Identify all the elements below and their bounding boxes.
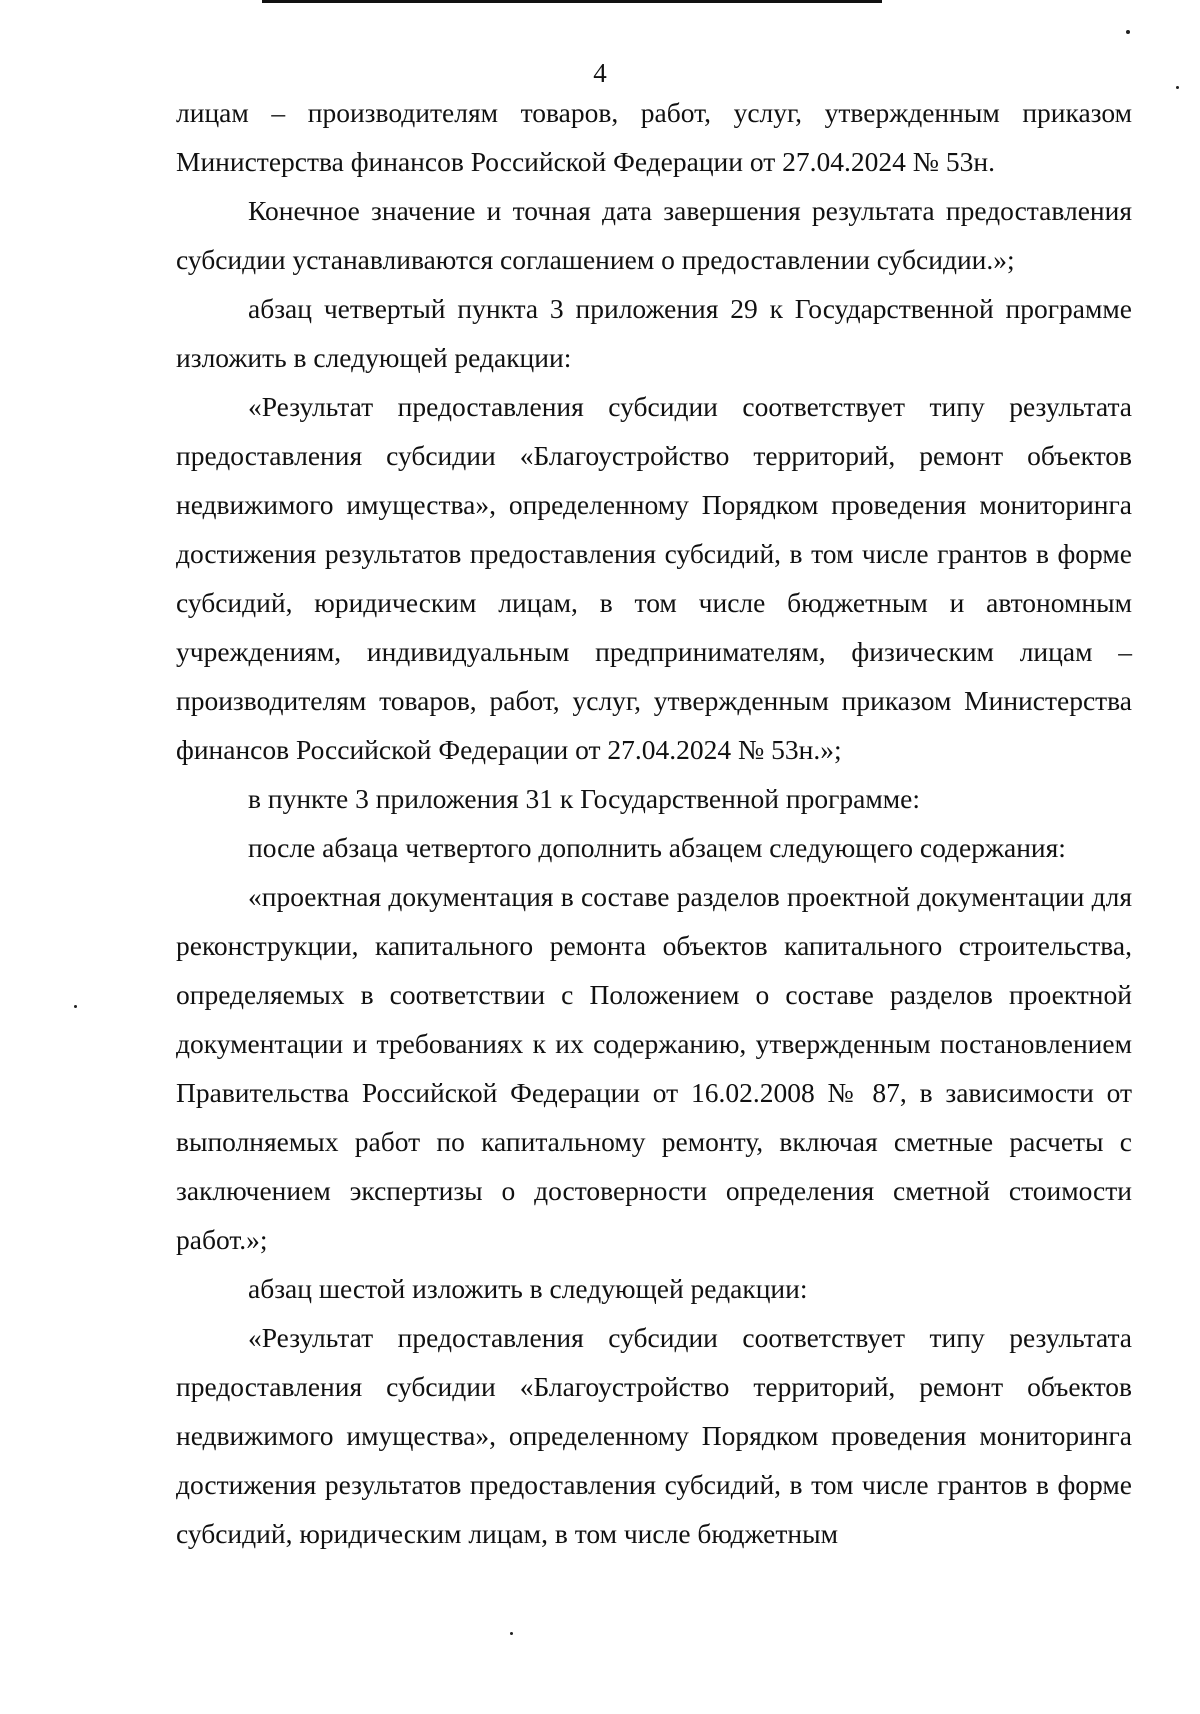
paragraph-amendment-29: абзац четвертый пункта 3 приложения 29 к Государственной программе изложить в следующей редакции: (176, 293, 1132, 373)
top-rule (262, 0, 882, 3)
paragraph-result-29: «Результат предоставления субсидии соответствует типу результата предоставления субсидии «Благоустройство территорий, ремонт объектов недвижимого имущества», определенному Порядком проведения мониторинга достижения результатов предоставления субсидий, в том числе грантов в форме субсидий, юридическим лицам, в том числе бюджетным и автономным учреждениям, индивидуальным предпринимателям, физическим лицам – производителям товаров, работ, услуг, утвержденным приказом Министерства финансов Российской Федерации от 27.04.2024 № 53н.»; (176, 391, 1132, 765)
paragraph-sixth: абзац шестой изложить в следующей редакции: (248, 1273, 808, 1304)
paragraph-project-docs: «проектная документация в составе разделов проектной документации для реконструкции, капитального ремонта объектов капитального строительства, определяемых в соответствии с Положением о составе разделов проектной документации и требованиях к их содержанию, утвержденным постановлением Правительства Российской Федерации от 16.02.2008 № 87, в зависимости от выполняемых работ по капитальному ремонту, включая сметные расчеты с заключением экспертизы о достоверности определения сметной стоимости работ.»; (176, 881, 1132, 1255)
paragraph-result-31: «Результат предоставления субсидии соответствует типу результата предоставления субсидии «Благоустройство территорий, ремонт объектов недвижимого имущества», определенному Порядком проведения мониторинга достижения результатов предоставления субсидий, в том числе грантов в форме субсидий, юридическим лицам, в том числе бюджетным (176, 1322, 1132, 1549)
page-number: 4 (593, 58, 607, 88)
paragraph-continuation: лицам – производителям товаров, работ, услуг, утвержденным приказом Министерства финансов Российской Федерации от 27.04.2024 № 53н. (176, 97, 1132, 177)
document-body (176, 88, 1132, 1558)
scan-speck (510, 1632, 513, 1635)
scan-speck (1126, 30, 1130, 34)
paragraph-amendment-31: в пункте 3 приложения 31 к Государственной программе: (248, 783, 921, 814)
scan-speck (74, 1005, 77, 1008)
paragraph-final-value: Конечное значение и точная дата завершения результата предоставления субсидии устанавливаются соглашением о предоставлении субсидии.»; (176, 195, 1132, 275)
paragraph-addition: после абзаца четвертого дополнить абзацем следующего содержания: (248, 832, 1066, 863)
scan-speck (1176, 86, 1179, 89)
